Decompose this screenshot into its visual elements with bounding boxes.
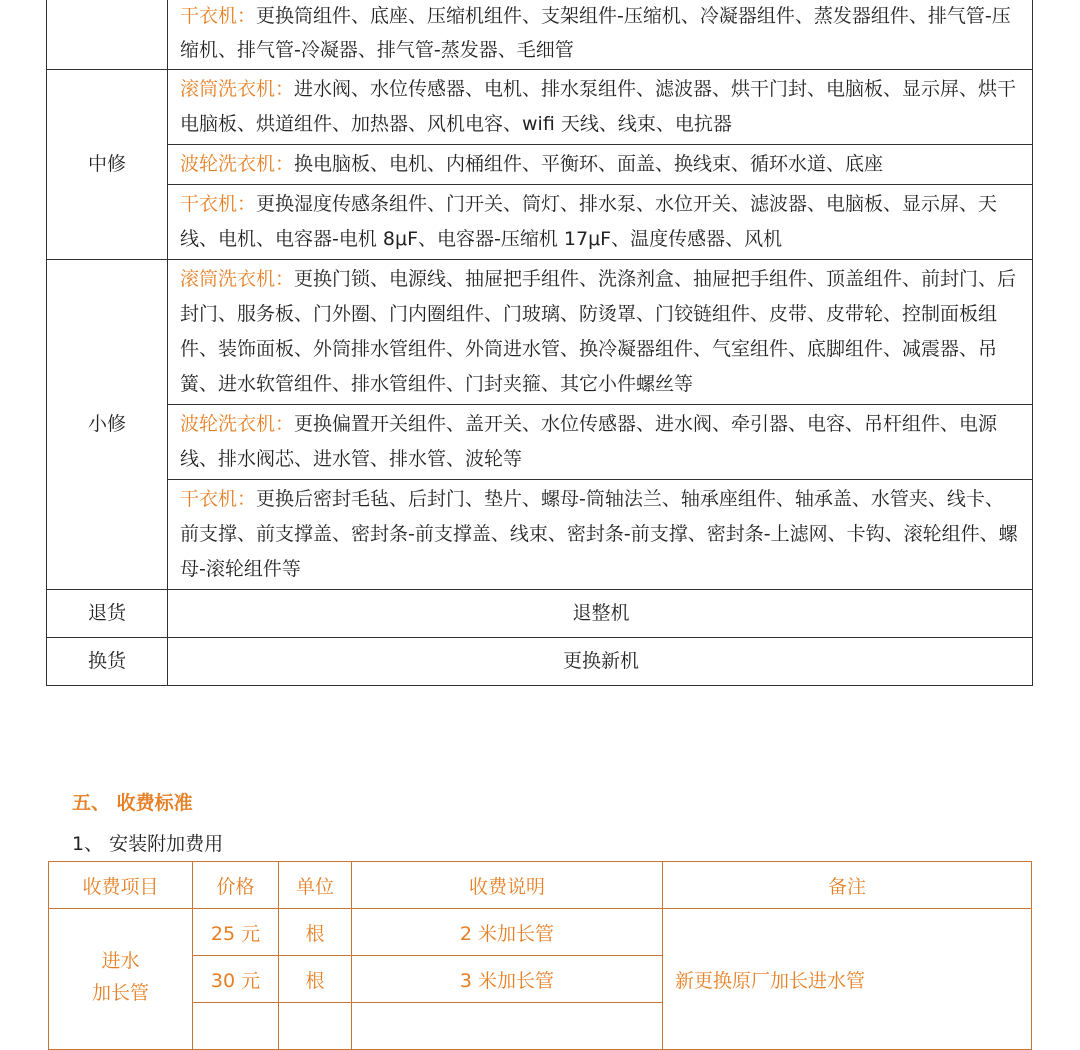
category-medium: 中修 — [47, 70, 168, 260]
parts-text: 更换湿度传感条组件、门开关、筒灯、排水泵、水位开关、滤波器、电脑板、显示屏、天线、电机、电容器-电机 8μF、电容器-压缩机 17μF、温度传感器、风机 — [180, 193, 998, 250]
repair-content-cell — [168, 260, 1033, 405]
parts-text: 进水阀、水位传感器、电机、排水泵组件、滤波器、烘干门封、电脑板、显示屏、烘干电脑板、烘道组件、加热器、风机电容、wifi 天线、线束、电抗器 — [180, 78, 1017, 135]
fee-note: 新更换原厂加长进水管 — [663, 909, 1032, 1050]
appliance-label: 干衣机： — [180, 488, 257, 510]
table-row — [47, 185, 1033, 260]
fee-description: 2 米加长管 — [352, 909, 663, 956]
fee-price-empty — [193, 1003, 279, 1050]
table-row — [49, 909, 1032, 956]
appliance-label: 波轮洗衣机： — [180, 153, 295, 175]
table-row — [47, 405, 1033, 480]
appliance-label: 波轮洗衣机： — [180, 413, 295, 435]
fee-description-empty — [352, 1003, 663, 1050]
repair-content-cell — [168, 70, 1033, 145]
parts-text: 更换后密封毛毡、后封门、垫片、螺母-筒轴法兰、轴承座组件、轴承盖、水管夹、线卡、前支撑、前支撑盖、密封条-前支撑盖、线束、密封条-前支撑、密封条-上滤网、卡钩、滚轮组件、螺母-滚轮组件等 — [180, 488, 1018, 580]
exchange-content: 更换新机 — [168, 638, 1033, 686]
header-unit: 单位 — [279, 862, 352, 909]
repair-content-cell — [168, 145, 1033, 185]
fee-unit: 根 — [279, 956, 352, 1003]
header-item: 收费项目 — [49, 862, 193, 909]
repair-table — [46, 0, 1033, 686]
category-return: 退货 — [47, 590, 168, 638]
repair-content-cell — [168, 185, 1033, 260]
table-row — [47, 480, 1033, 590]
return-content: 退整机 — [168, 590, 1033, 638]
fee-price: 25 元 — [193, 909, 279, 956]
repair-content-cell — [168, 480, 1033, 590]
fee-item: 进水 加长管 — [49, 909, 193, 1050]
category-cell — [47, 0, 168, 70]
parts-text: 更换偏置开关组件、盖开关、水位传感器、进水阀、牵引器、电容、吊杆组件、电源线、排水阀芯、进水管、排水管、波轮等 — [180, 413, 998, 470]
appliance-label: 干衣机： — [180, 5, 257, 27]
table-row — [47, 260, 1033, 405]
table-header-row — [49, 862, 1032, 909]
table-row — [47, 638, 1033, 686]
header-note: 备注 — [663, 862, 1032, 909]
fee-description: 3 米加长管 — [352, 956, 663, 1003]
category-minor: 小修 — [47, 260, 168, 590]
header-price: 价格 — [193, 862, 279, 909]
fee-price: 30 元 — [193, 956, 279, 1003]
parts-text: 更换筒组件、底座、压缩机组件、支架组件-压缩机、冷凝器组件、蒸发器组件、排气管-压缩机、排气管-冷凝器、排气管-蒸发器、毛细管 — [180, 5, 1011, 61]
parts-text: 更换门锁、电源线、抽屉把手组件、洗涤剂盒、抽屉把手组件、顶盖组件、前封门、后封门、服务板、门外圈、门内圈组件、门玻璃、防烫罩、门铰链组件、皮带、皮带轮、控制面板组件、装饰面板、外筒排水管组件、外筒进水管、换冷凝器组件、气室组件、底脚组件、减震器、吊簧、进水软管组件、排水管组件、门封夹箍、其它小件螺丝等 — [180, 268, 1017, 395]
table-row — [47, 590, 1033, 638]
section-title: 五、 收费标准 — [72, 792, 193, 814]
section-subtitle: 1、 安装附加费用 — [72, 833, 224, 855]
appliance-label: 滚筒洗衣机： — [180, 268, 295, 290]
table-row — [47, 0, 1033, 70]
appliance-label: 干衣机： — [180, 193, 257, 215]
fee-table — [48, 861, 1032, 1050]
header-description: 收费说明 — [352, 862, 663, 909]
table-row — [47, 145, 1033, 185]
appliance-label: 滚筒洗衣机： — [180, 78, 295, 100]
repair-content-cell — [168, 0, 1033, 70]
repair-content-cell — [168, 405, 1033, 480]
fee-unit: 根 — [279, 909, 352, 956]
category-exchange: 换货 — [47, 638, 168, 686]
parts-text: 换电脑板、电机、内桶组件、平衡环、面盖、换线束、循环水道、底座 — [294, 153, 884, 175]
table-row — [47, 70, 1033, 145]
fee-unit-empty — [279, 1003, 352, 1050]
